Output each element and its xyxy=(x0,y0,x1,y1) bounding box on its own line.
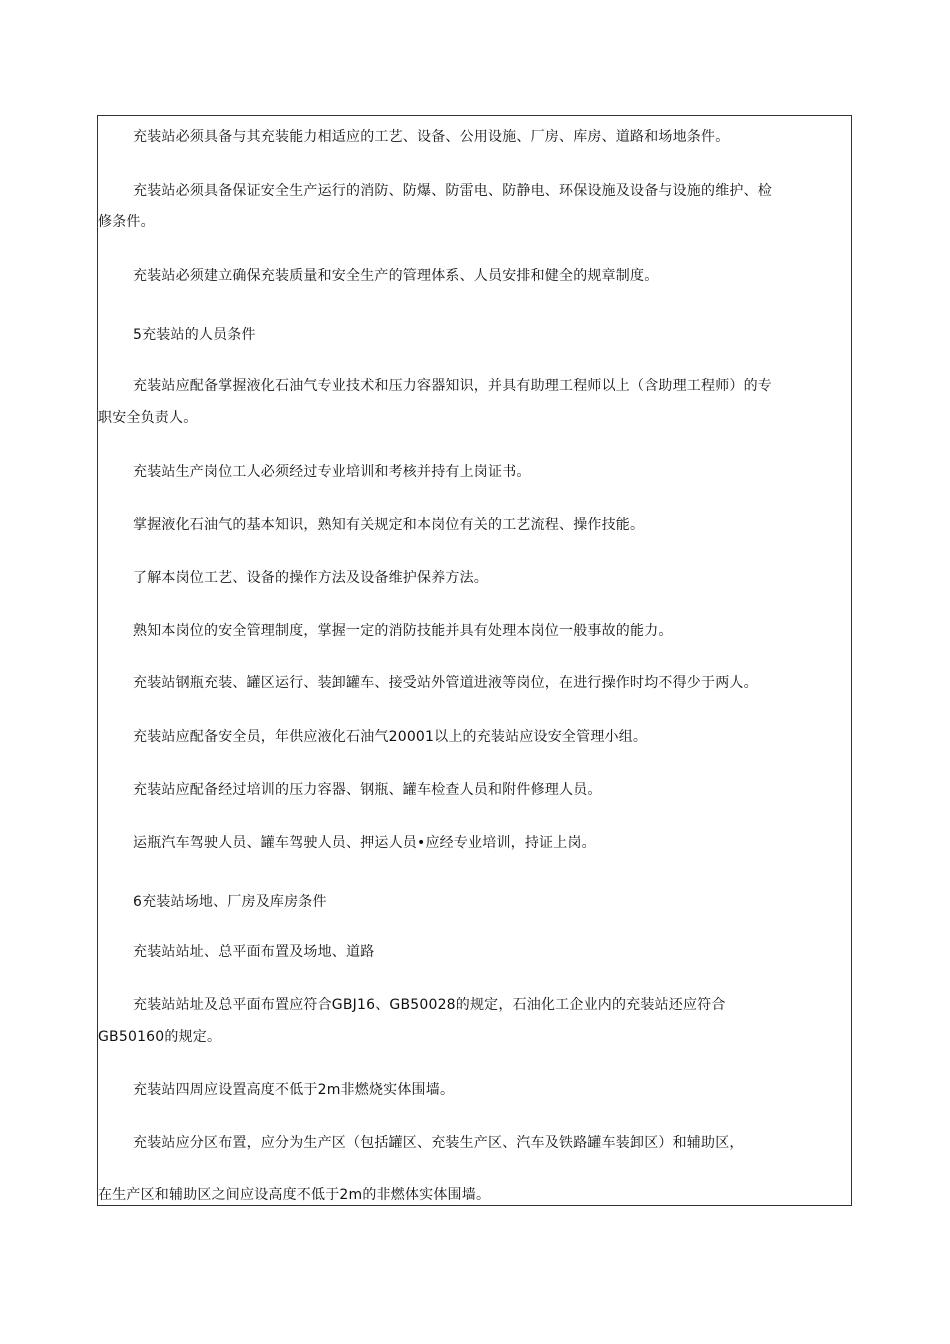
text-line: 职安全负责人。 xyxy=(98,410,198,426)
text-line: 充装站生产岗位工人必须经过专业培训和考核并持有上岗证书。 xyxy=(133,464,531,480)
text-line: 运瓶汽车驾驶人员、罐车驾驶人员、押运人员•应经专业培训，持证上岗。 xyxy=(133,835,596,851)
section-heading: 5充装站的人员条件 xyxy=(133,327,256,343)
text-line: 了解本岗位工艺、设备的操作方法及设备维护保养方法。 xyxy=(133,570,488,586)
text-line: 充装站必须建立确保充装质量和安全生产的管理体系、人员安排和健全的规章制度。 xyxy=(133,268,659,284)
text-line: 修条件。 xyxy=(98,214,155,230)
text-line: 充装站四周应设置高度不低于2m非燃烧实体围墙。 xyxy=(133,1082,455,1098)
text-line: 在生产区和辅助区之间应设高度不低于2m的非燃体实体围墙。 xyxy=(98,1187,491,1203)
text-line: 充装站钢瓶充装、罐区运行、装卸罐车、接受站外管道进液等岗位，在进行操作时均不得少于两人。 xyxy=(133,675,758,691)
text-line: 充装站必须具备保证安全生产运行的消防、防爆、防雷电、防静电、环保设施及设备与设施的维护、检 xyxy=(133,183,772,199)
text-line: 掌握液化石油气的基本知识，熟知有关规定和本岗位有关的工艺流程、操作技能。 xyxy=(133,517,645,533)
text-line: 充装站应配备掌握液化石油气专业技术和压力容器知识，并具有助理工程师以上（含助理工程师）的专 xyxy=(133,378,772,394)
text-line: 充装站应分区布置，应分为生产区（包括罐区、充装生产区、汽车及铁路罐车装卸区）和辅助区， xyxy=(133,1135,744,1151)
text-line: 充装站应配备安全员，年供应液化石油气20001以上的充装站应设安全管理小组。 xyxy=(133,729,648,745)
section-heading: 6充装站场地、厂房及库房条件 xyxy=(133,894,327,910)
text-line: 充装站站址及总平面布置应符合GBJ16、GB50028的规定，石油化工企业内的充装站还应符合 xyxy=(133,997,726,1013)
text-line: 熟知本岗位的安全管理制度，掌握一定的消防技能并具有处理本岗位一般事故的能力。 xyxy=(133,623,673,639)
text-line: GB50160的规定。 xyxy=(98,1029,222,1045)
text-line: 充装站必须具备与其充装能力相适应的工艺、设备、公用设施、厂房、库房、道路和场地条件。 xyxy=(133,129,730,145)
text-line: 充装站应配备经过培训的压力容器、钢瓶、罐车检查人员和附件修理人员。 xyxy=(133,782,602,798)
text-line: 充装站站址、总平面布置及场地、道路 xyxy=(133,944,375,960)
